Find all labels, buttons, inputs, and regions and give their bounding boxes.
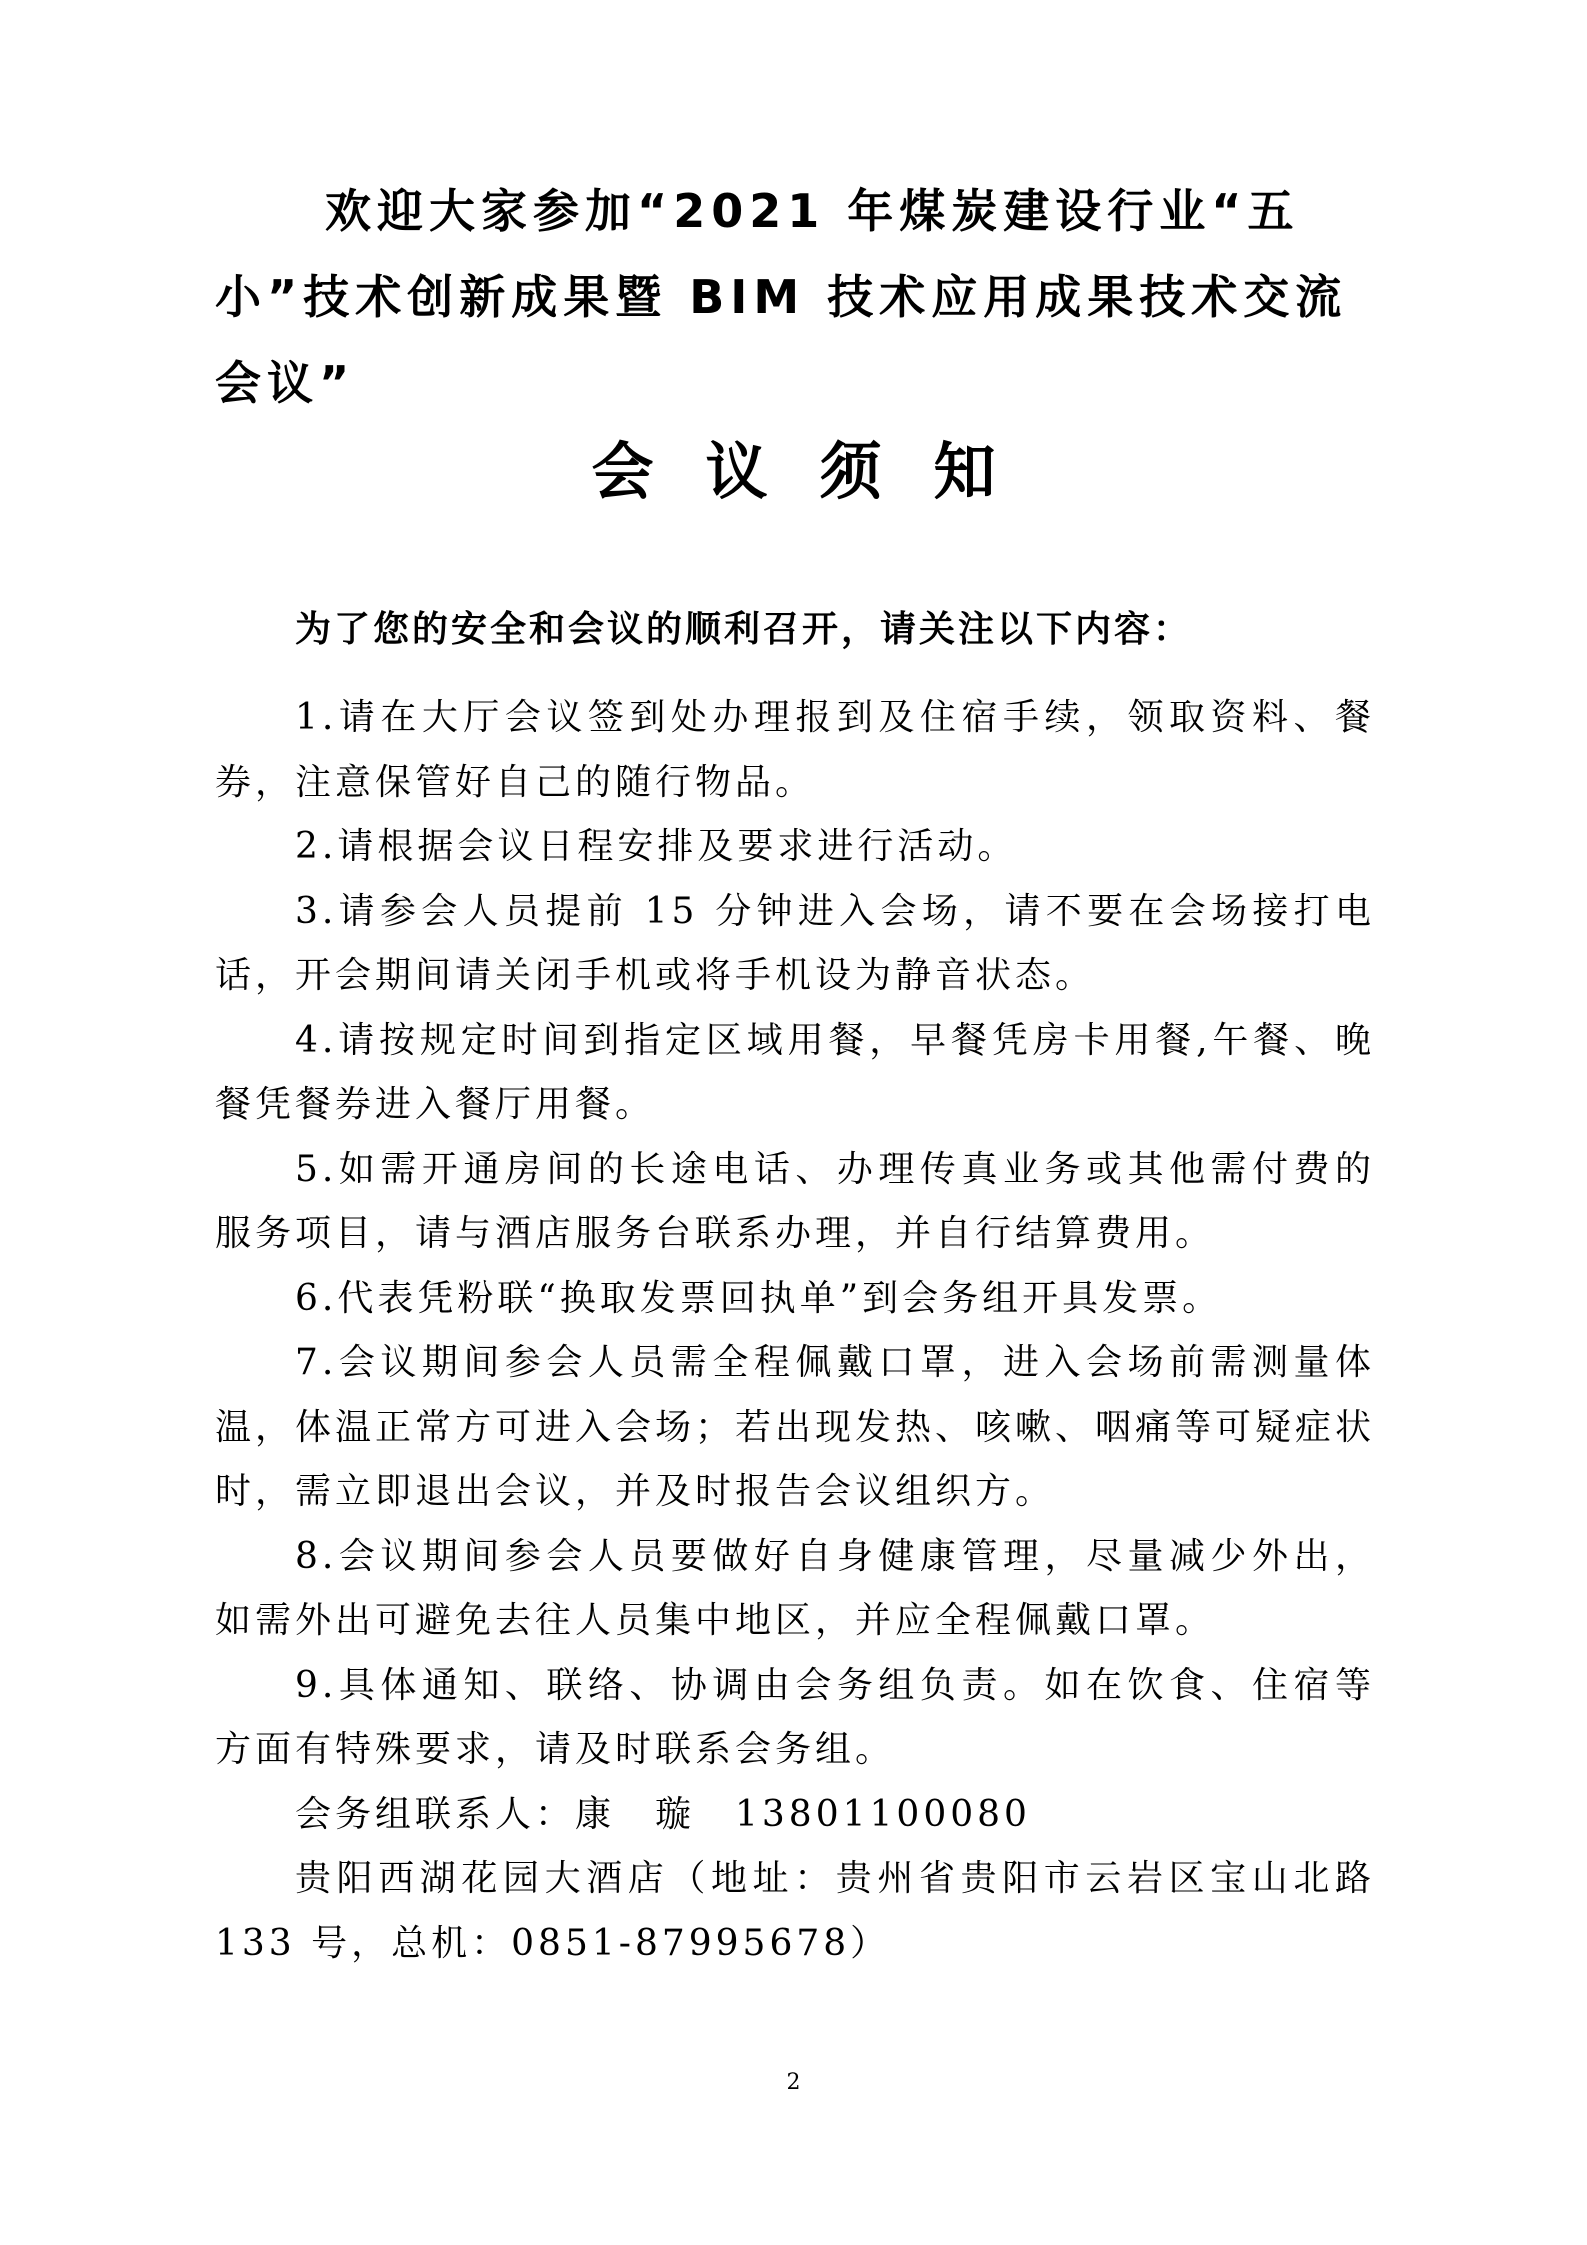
hotel-address: 贵阳西湖花园大酒店（地址：贵州省贵阳市云岩区宝山北路 133 号，总机：0851-87995678） — [215, 1858, 1375, 1964]
notice-item-3: 3.请参会人员提前 15 分钟进入会场，请不要在会场接打电话，开会期间请关闭手机或将手机设为静音状态。 — [215, 890, 1375, 996]
notice-item-6: 6.代表凭粉联“换取发票回执单”到会务组开具发票。 — [295, 1277, 1223, 1319]
notice-item-8: 8.会议期间参会人员要做好自身健康管理，尽量减少外出，如需外出可避免去往人员集中地区，并应全程佩戴口罩。 — [215, 1535, 1375, 1641]
welcome-heading: 欢迎大家参加“2021 年煤炭建设行业“五小”技术创新成果暨 BIM 技术应用成果技术交流会议” — [215, 184, 1348, 410]
notice-item-2: 2.请根据会议日程安排及要求进行活动。 — [295, 826, 1018, 867]
page-title: 会议须知 — [591, 435, 1048, 508]
contact-line: 会务组联系人：康 璇 13801100080 — [295, 1793, 1031, 1835]
intro-paragraph: 为了您的安全和会议的顺利召开，请关注以下内容： — [295, 609, 1193, 650]
notice-item-4: 4.请按规定时间到指定区域用餐，早餐凭房卡用餐,午餐、晚餐凭餐券进入餐厅用餐。 — [215, 1019, 1375, 1125]
notice-list — [215, 686, 1375, 1976]
notice-item-1: 1.请在大厅会议签到处办理报到及住宿手续，领取资料、餐券，注意保管好自己的随行物品。 — [215, 697, 1375, 803]
page-number: 2 — [786, 2070, 801, 2095]
notice-item-7: 7.会议期间参会人员需全程佩戴口罩，进入会场前需测量体温，体温正常方可进入会场；若出现发热、咳嗽、咽痛等可疑症状时，需立即退出会议，并及时报告会议组织方。 — [215, 1342, 1376, 1512]
notice-item-5: 5.如需开通房间的长途电话、办理传真业务或其他需付费的服务项目，请与酒店服务台联系办理，并自行结算费用。 — [215, 1148, 1375, 1254]
notice-item-9: 9.具体通知、联络、协调由会务组负责。如在饮食、住宿等方面有特殊要求，请及时联系会务组。 — [215, 1664, 1375, 1770]
